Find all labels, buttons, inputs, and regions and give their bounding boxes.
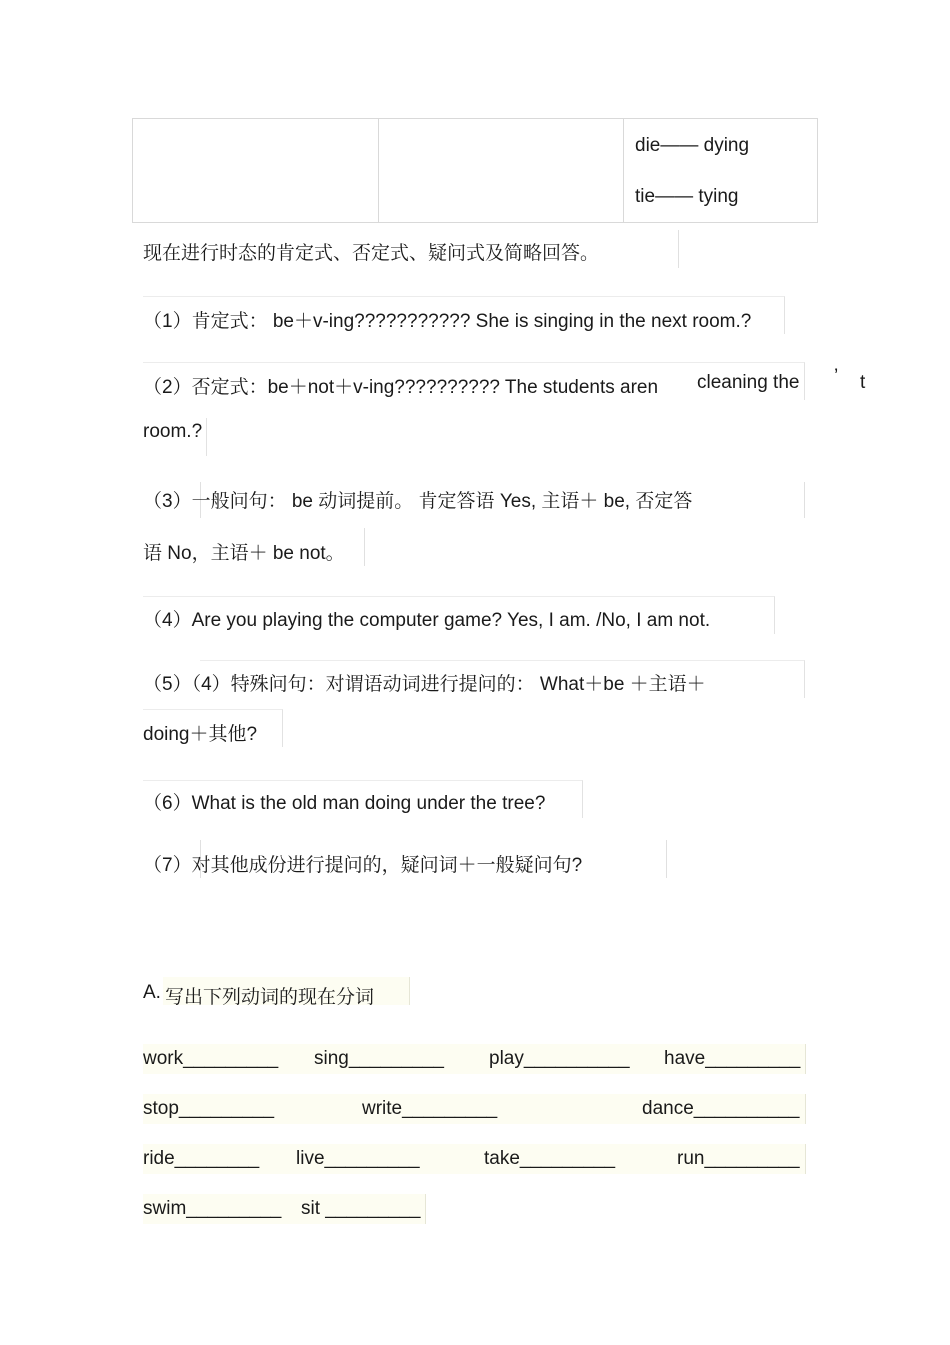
item-question-cont: 语 No，主语＋ be not。 — [143, 543, 345, 564]
blank-dance: dance__________ — [642, 1098, 800, 1119]
blank-take: take_________ — [484, 1148, 616, 1169]
blank-sit: sit _________ — [301, 1198, 421, 1219]
table-cell-1 — [133, 119, 379, 222]
blank-run: run_________ — [677, 1148, 800, 1169]
exercise-title: 写出下列动词的现在分词 — [165, 987, 375, 1008]
exercise-label: A. — [143, 982, 161, 1003]
table-cell-2 — [378, 119, 624, 222]
item-negative-t: t — [860, 372, 866, 393]
divider — [364, 528, 365, 566]
section-heading: 现在进行时态的肯定式、否定式、疑问式及简略回答。 — [143, 243, 600, 264]
item-special-question: （5）（4）特殊问句：对谓语动词进行提问的： What＋be ＋主语＋ — [143, 674, 706, 695]
blank-stop: stop_________ — [143, 1098, 275, 1119]
divider — [678, 230, 679, 268]
blank-live: live_________ — [296, 1148, 420, 1169]
table-cell-3 — [623, 119, 817, 222]
blank-ride: ride________ — [143, 1148, 260, 1169]
blank-work: work_________ — [143, 1048, 279, 1069]
item-negative-apostrophe: ’ — [834, 366, 839, 387]
blank-swim: swim_________ — [143, 1198, 282, 1219]
table-row-tie: tie—— tying — [635, 186, 739, 207]
table-row-die: die—— dying — [635, 135, 750, 156]
divider — [804, 482, 805, 518]
item-negative-cont: cleaning the — [697, 372, 800, 393]
item-negative-end: room.? — [143, 421, 203, 442]
item-affirmative: （1）肯定式： be＋v-ing??????????? She is singing in the next room.? — [143, 311, 752, 332]
item-example-question: （4）Are you playing the computer game? Yes, I am. /No, I am not. — [143, 610, 711, 631]
blank-have: have_________ — [664, 1048, 801, 1069]
item-other-question: （7）对其他成份进行提问的，疑问词＋一般疑问句? — [143, 855, 583, 876]
item-example-special: （6）What is the old man doing under the tree? — [143, 793, 546, 814]
verb-table — [132, 118, 818, 223]
item-question: （3）一般问句： be 动词提前。 肯定答语 Yes, 主语＋ be, 否定答 — [143, 491, 693, 512]
item-negative: （2）否定式：be＋not＋v-ing?????????? The students aren — [143, 377, 659, 398]
blank-play: play__________ — [489, 1048, 630, 1069]
item-special-question-cont: doing＋其他? — [143, 724, 258, 745]
blank-write: write_________ — [362, 1098, 498, 1119]
blank-sing: sing_________ — [314, 1048, 444, 1069]
divider — [666, 840, 667, 878]
